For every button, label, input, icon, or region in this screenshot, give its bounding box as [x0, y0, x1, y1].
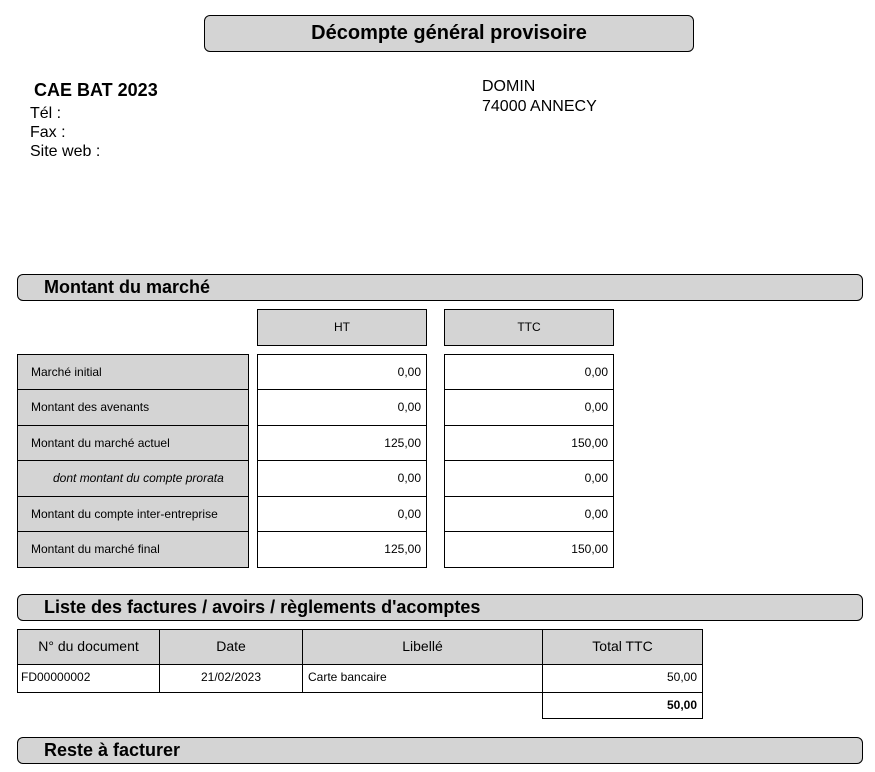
- market-row-ht: 0,00: [257, 496, 427, 532]
- market-row-label: Marché initial: [17, 354, 249, 390]
- client-city: 74000 ANNECY: [482, 98, 597, 115]
- client-name: DOMIN: [482, 78, 536, 95]
- market-row-ttc: 0,00: [444, 496, 614, 532]
- section-invoice-list: Liste des factures / avoirs / règlements d'acomptes: [17, 594, 863, 621]
- invoice-header-label: Libellé: [302, 629, 543, 665]
- invoice-cell-date: 21/02/2023: [159, 664, 303, 693]
- market-row-ttc: 150,00: [444, 531, 614, 568]
- market-row-ttc: 0,00: [444, 460, 614, 497]
- company-tel: Tél :: [30, 105, 62, 122]
- market-row-label: dont montant du compte prorata: [17, 460, 249, 497]
- market-row-ttc: 0,00: [444, 354, 614, 390]
- company-website: Site web :: [30, 143, 101, 160]
- market-row-label: Montant des avenants: [17, 389, 249, 426]
- document-title: Décompte général provisoire: [204, 15, 694, 52]
- invoice-cell-doc: FD00000002: [17, 664, 160, 693]
- company-name: CAE BAT 2023: [34, 80, 158, 100]
- market-row-ht: 0,00: [257, 389, 427, 426]
- market-row-ht: 0,00: [257, 460, 427, 497]
- market-row-label: Montant du compte inter-entreprise: [17, 496, 249, 532]
- market-row-ht: 125,00: [257, 425, 427, 461]
- market-col-ht: HT: [257, 309, 427, 346]
- market-row-ttc: 150,00: [444, 425, 614, 461]
- invoice-header-total: Total TTC: [542, 629, 703, 665]
- market-col-ttc: TTC: [444, 309, 614, 346]
- section-remaining-to-invoice: Reste à facturer: [17, 737, 863, 764]
- invoice-header-doc: N° du document: [17, 629, 160, 665]
- market-row-ttc: 0,00: [444, 389, 614, 426]
- invoice-cell-total: 50,00: [542, 664, 703, 693]
- market-row-ht: 125,00: [257, 531, 427, 568]
- invoice-cell-label: Carte bancaire: [302, 664, 543, 693]
- section-market-amount: Montant du marché: [17, 274, 863, 301]
- company-fax: Fax :: [30, 124, 66, 141]
- market-row-label: Montant du marché actuel: [17, 425, 249, 461]
- invoice-header-date: Date: [159, 629, 303, 665]
- market-row-ht: 0,00: [257, 354, 427, 390]
- invoice-grand-total: 50,00: [542, 692, 703, 719]
- market-row-label: Montant du marché final: [17, 531, 249, 568]
